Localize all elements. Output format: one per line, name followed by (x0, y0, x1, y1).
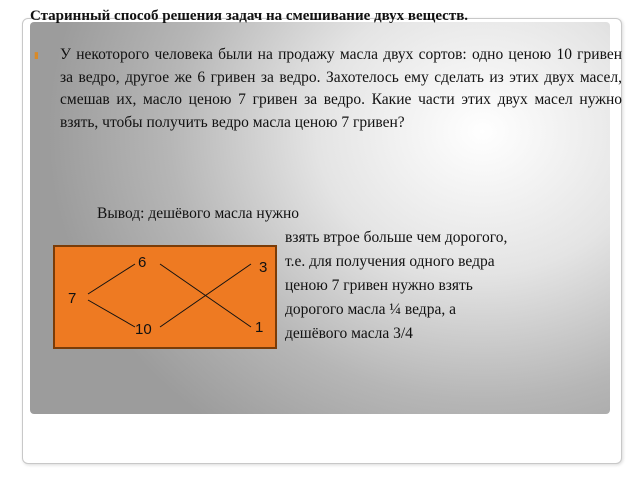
conclusion-line-4: ценою 7 гривен нужно взять (285, 277, 473, 294)
conclusion-line-1: Вывод: дешёвого масла нужно (97, 205, 300, 222)
value-6: 6 (138, 254, 147, 271)
diagram-lines (55, 247, 279, 351)
line-7-to-10 (88, 300, 135, 327)
conclusion-line-6: дешёвого масла 3/4 (285, 325, 413, 342)
value-7: 7 (68, 290, 77, 307)
slide-title: Старинный способ решения задач на смешивание двух веществ. (30, 8, 469, 24)
value-1: 1 (255, 319, 264, 336)
mixing-diagram (53, 245, 277, 349)
value-3: 3 (259, 259, 268, 276)
problem-text: У некоторого человека были на продажу масла двух сортов: одно ценою 10 гривен за ведро, другое же 6 гривен за ведро. Захотелось ему сделать из этих двух масел, смешав их, масло ценою 7 гривен за ведро. Какие части этих двух масел нужно взять, чтобы получить ведро масла ценою 7 гривен? (60, 46, 622, 131)
value-10: 10 (135, 321, 152, 338)
conclusion-line-3: т.е. для получения одного ведра (285, 253, 495, 270)
conclusion-line-5: дорогого масла ¼ ведра, а (285, 301, 456, 318)
conclusion-line-2: взять втрое больше чем дорогого, (285, 229, 508, 246)
bullet-marker: ▮ (34, 50, 39, 60)
line-7-to-6 (88, 264, 135, 294)
